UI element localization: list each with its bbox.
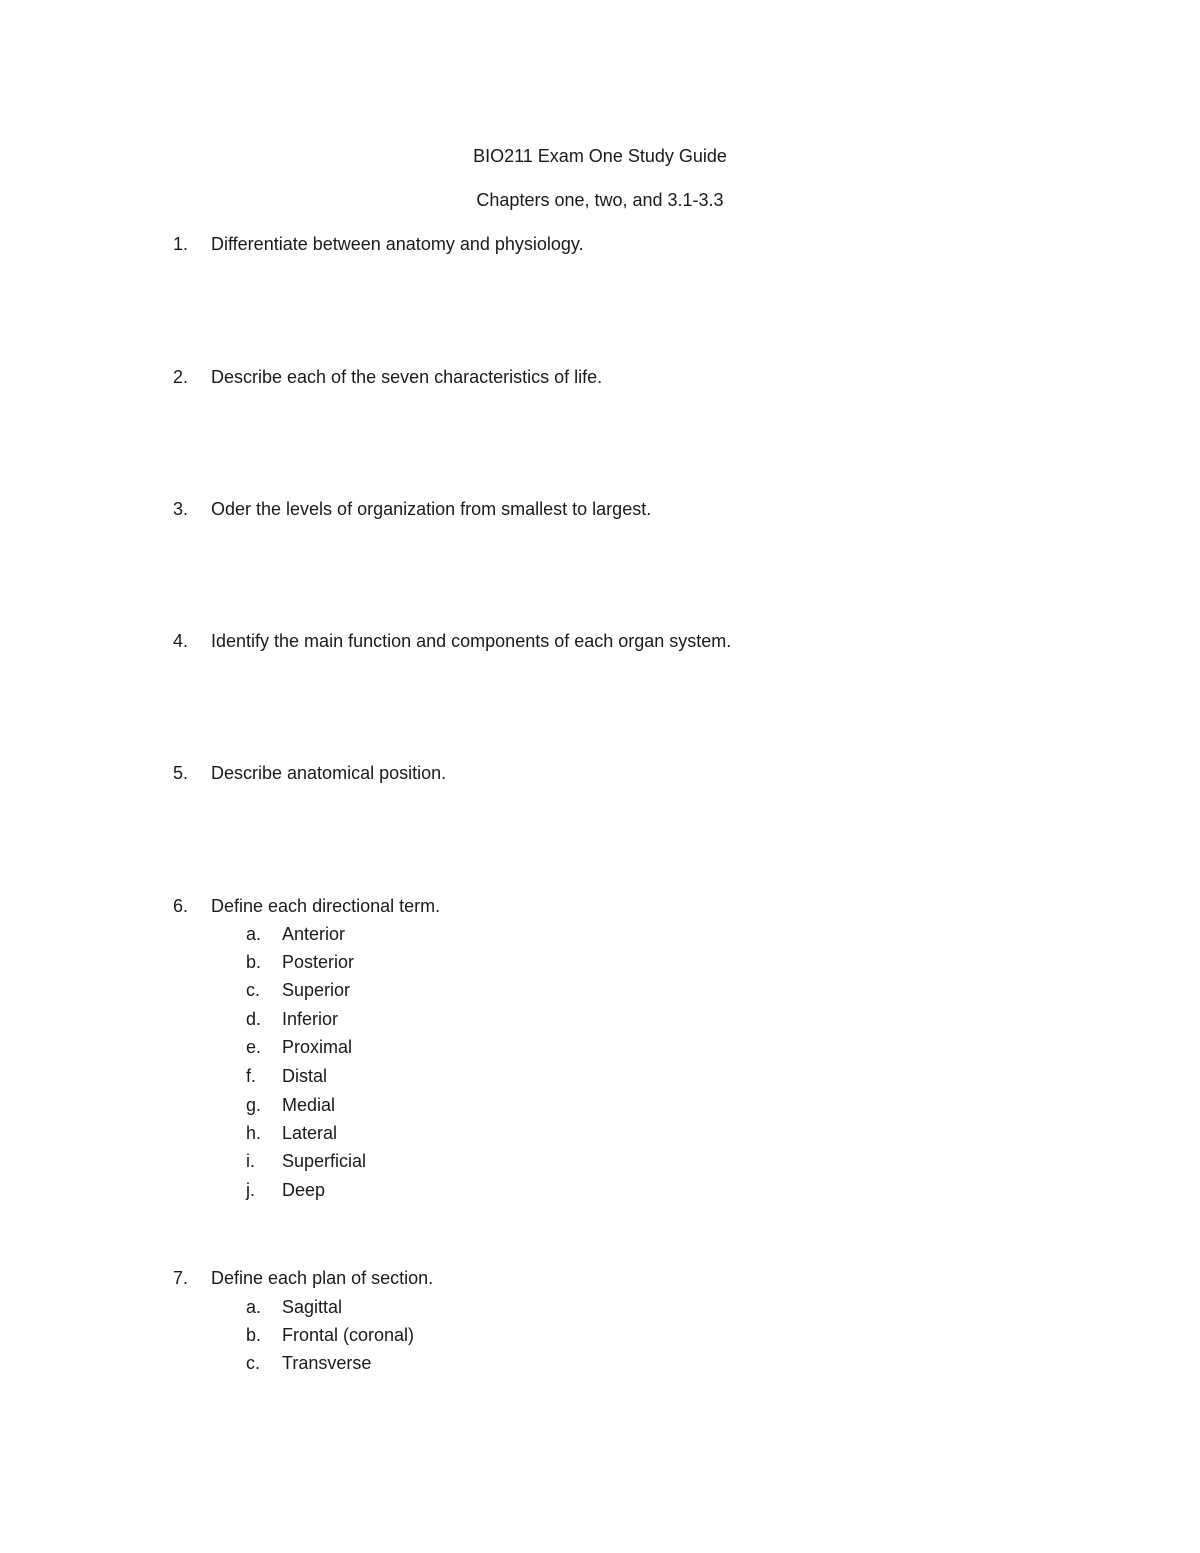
subitem-text: Frontal (coronal) — [282, 1325, 415, 1345]
subitem-anterior — [246, 923, 345, 945]
question-7 — [173, 1267, 433, 1289]
subitem-distal — [246, 1065, 327, 1087]
question-2 — [173, 366, 602, 388]
question-number: 4. — [173, 631, 189, 651]
subitem-letter: b. — [246, 1325, 262, 1345]
question-3 — [173, 498, 651, 520]
subitem-medial — [246, 1094, 335, 1116]
subitem-inferior — [246, 1008, 338, 1030]
subitem-letter: a. — [246, 1297, 262, 1317]
question-text: Oder the levels of organization from smallest to largest. — [211, 499, 652, 519]
subitem-letter: b. — [246, 952, 262, 972]
subitem-text: Distal — [282, 1066, 328, 1086]
subitem-text: Proximal — [282, 1037, 353, 1057]
subitem-text: Sagittal — [282, 1297, 343, 1317]
subitem-frontal — [246, 1324, 414, 1346]
subitem-text: Superficial — [282, 1151, 367, 1171]
subitem-text: Posterior — [282, 952, 355, 972]
subitem-letter: e. — [246, 1037, 262, 1057]
subitem-text: Transverse — [282, 1353, 372, 1373]
question-number: 5. — [173, 763, 189, 783]
subitem-sagittal — [246, 1296, 342, 1318]
subitem-text: Anterior — [282, 924, 346, 944]
question-number: 6. — [173, 896, 189, 916]
subitem-text: Deep — [282, 1180, 326, 1200]
question-text: Describe anatomical position. — [211, 763, 447, 783]
subitem-letter: h. — [246, 1123, 262, 1143]
question-number: 7. — [173, 1268, 189, 1288]
question-5 — [173, 762, 446, 784]
question-6 — [173, 895, 440, 917]
subitem-proximal — [246, 1036, 352, 1058]
subitem-letter: f. — [246, 1066, 257, 1086]
subitem-text: Lateral — [282, 1123, 338, 1143]
subitem-transverse — [246, 1352, 371, 1374]
subitem-letter: j. — [246, 1180, 255, 1200]
question-number: 2. — [173, 367, 189, 387]
subitem-superior — [246, 979, 350, 1001]
question-1 — [173, 233, 584, 255]
document-title: BIO211 Exam One Study Guide — [473, 146, 727, 166]
question-text: Differentiate between anatomy and physiology. — [211, 234, 584, 254]
subitem-letter: c. — [246, 1353, 261, 1373]
subitem-letter: i. — [246, 1151, 255, 1171]
question-text: Identify the main function and components of each organ system. — [211, 631, 732, 651]
question-text: Define each directional term. — [211, 896, 441, 916]
subitem-lateral — [246, 1122, 337, 1144]
question-number: 1. — [173, 234, 189, 254]
subitem-letter: d. — [246, 1009, 262, 1029]
question-4 — [173, 630, 731, 652]
subitem-superficial — [246, 1150, 366, 1172]
question-number: 3. — [173, 499, 189, 519]
question-text: Describe each of the seven characteristics of life. — [211, 367, 603, 387]
subitem-text: Medial — [282, 1095, 336, 1115]
subitem-text: Superior — [282, 980, 351, 1000]
subitem-letter: g. — [246, 1095, 262, 1115]
subitem-posterior — [246, 951, 354, 973]
subitem-letter: c. — [246, 980, 261, 1000]
subitem-text: Inferior — [282, 1009, 339, 1029]
question-text: Define each plan of section. — [211, 1268, 434, 1288]
document-subtitle: Chapters one, two, and 3.1-3.3 — [476, 190, 724, 210]
subitem-letter: a. — [246, 924, 262, 944]
subitem-deep — [246, 1179, 325, 1201]
